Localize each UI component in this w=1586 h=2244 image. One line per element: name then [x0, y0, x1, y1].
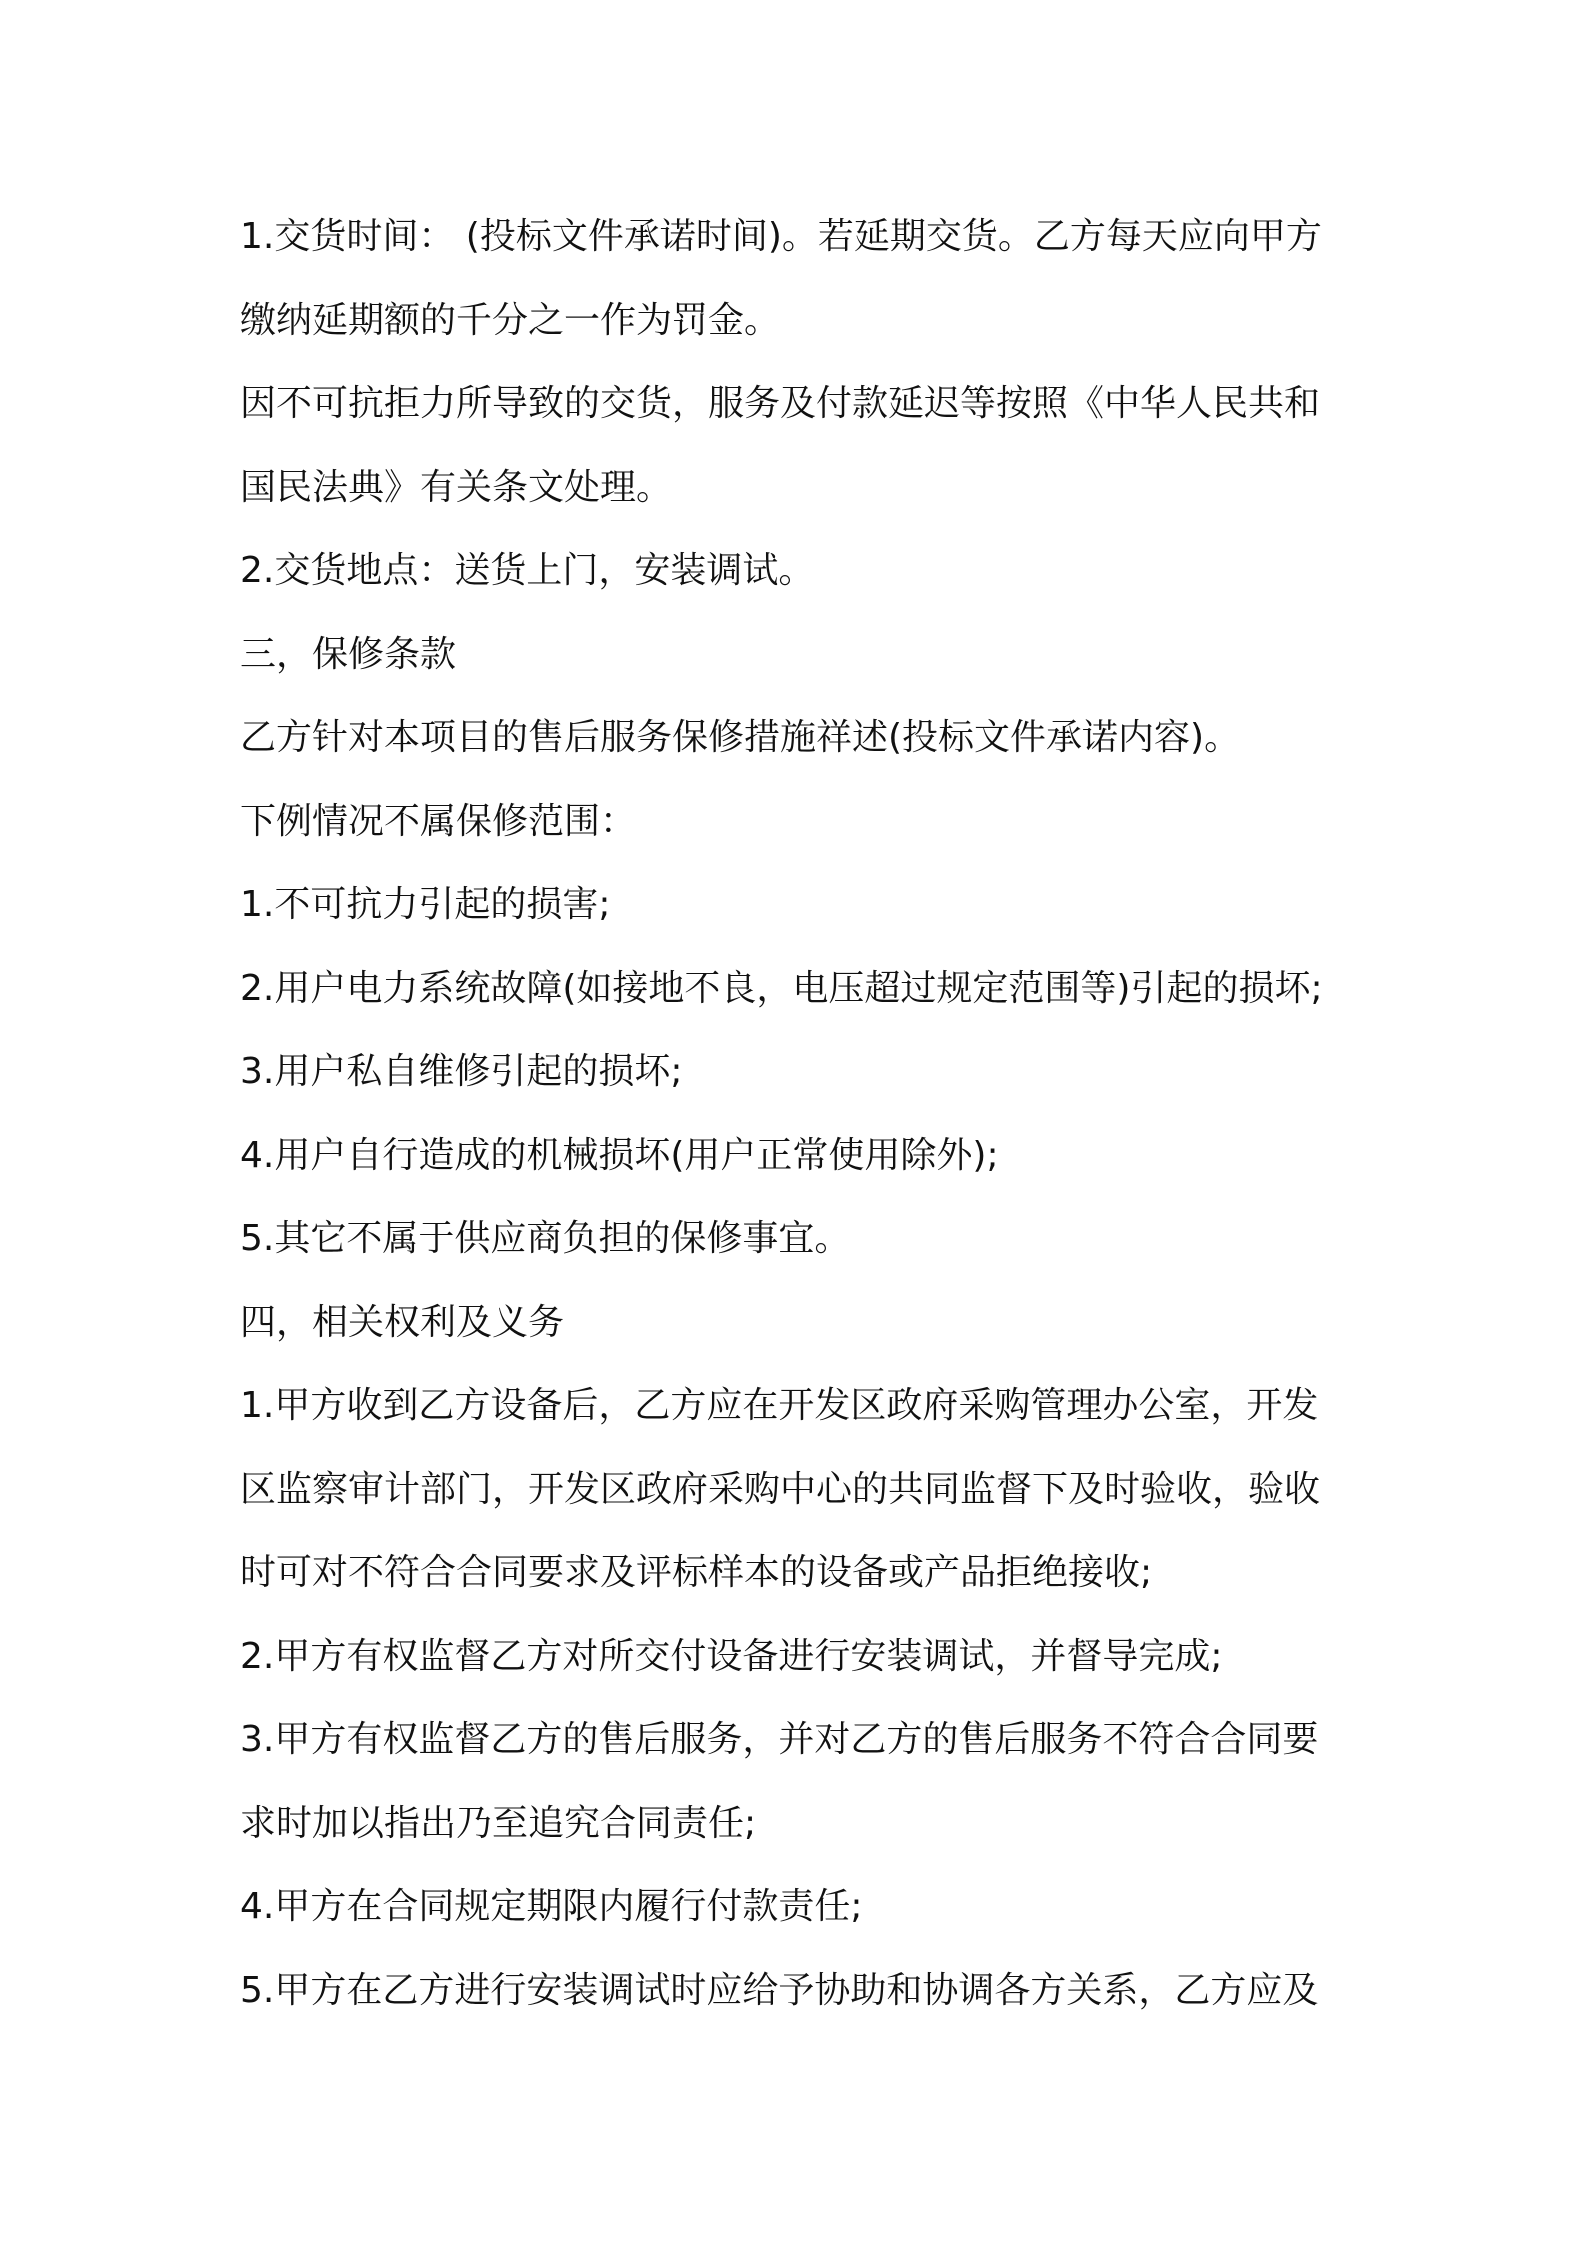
list-item: 2.甲方有权监督乙方对所交付设备进行安装调试，并督导完成; [240, 1635, 1223, 1677]
list-item: 3.用户私自维修引起的损坏; [240, 1051, 683, 1092]
paragraph-line: 下例情况不属保修范围： [240, 800, 637, 842]
paragraph-line: 求时加以指出乃至追究合同责任; [240, 1802, 757, 1844]
paragraph-line: 因不可抗拒力所导致的交货，服务及付款延迟等按照《中华人民共和 [240, 383, 1321, 424]
list-item: 4.甲方在合同规定期限内履行付款责任; [240, 1886, 863, 1927]
section-heading: 四，相关权利及义务 [240, 1301, 565, 1343]
list-item: 3.甲方有权监督乙方的售后服务，并对乙方的售后服务不符合合同要 [240, 1719, 1319, 1760]
paragraph-line: 乙方针对本项目的售后服务保修措施祥述(投标文件承诺内容)。 [240, 717, 1241, 758]
paragraph-line: 缴纳延期额的千分之一作为罚金。 [240, 299, 781, 341]
section-heading: 三，保修条款 [240, 633, 457, 675]
paragraph-line: 时可对不符合合同要求及评标样本的设备或产品拒绝接收; [240, 1552, 1153, 1593]
paragraph-line: 1.交货时间： (投标文件承诺时间)。若延期交货。乙方每天应向甲方 [240, 216, 1322, 257]
list-item: 1.甲方收到乙方设备后，乙方应在开发区政府采购管理办公室，开发 [240, 1385, 1319, 1426]
paragraph-line: 2.交货地点：送货上门，安装调试。 [240, 550, 815, 591]
paragraph-line: 区监察审计部门，开发区政府采购中心的共同监督下及时验收，验收 [240, 1468, 1321, 1510]
list-item: 2.用户电力系统故障(如接地不良，电压超过规定范围等)引起的损坏; [240, 967, 1323, 1009]
list-item: 4.用户自行造成的机械损坏(用户正常使用除外); [240, 1134, 999, 1176]
list-item: 5.其它不属于供应商负担的保修事宜。 [240, 1218, 851, 1259]
list-item: 1.不可抗力引起的损害; [240, 884, 611, 925]
list-item: 5.甲方在乙方进行安装调试时应给予协助和协调各方关系，乙方应及 [240, 1969, 1319, 2011]
paragraph-line: 国民法典》有关条文处理。 [240, 466, 673, 508]
document-body [240, 195, 1355, 2032]
